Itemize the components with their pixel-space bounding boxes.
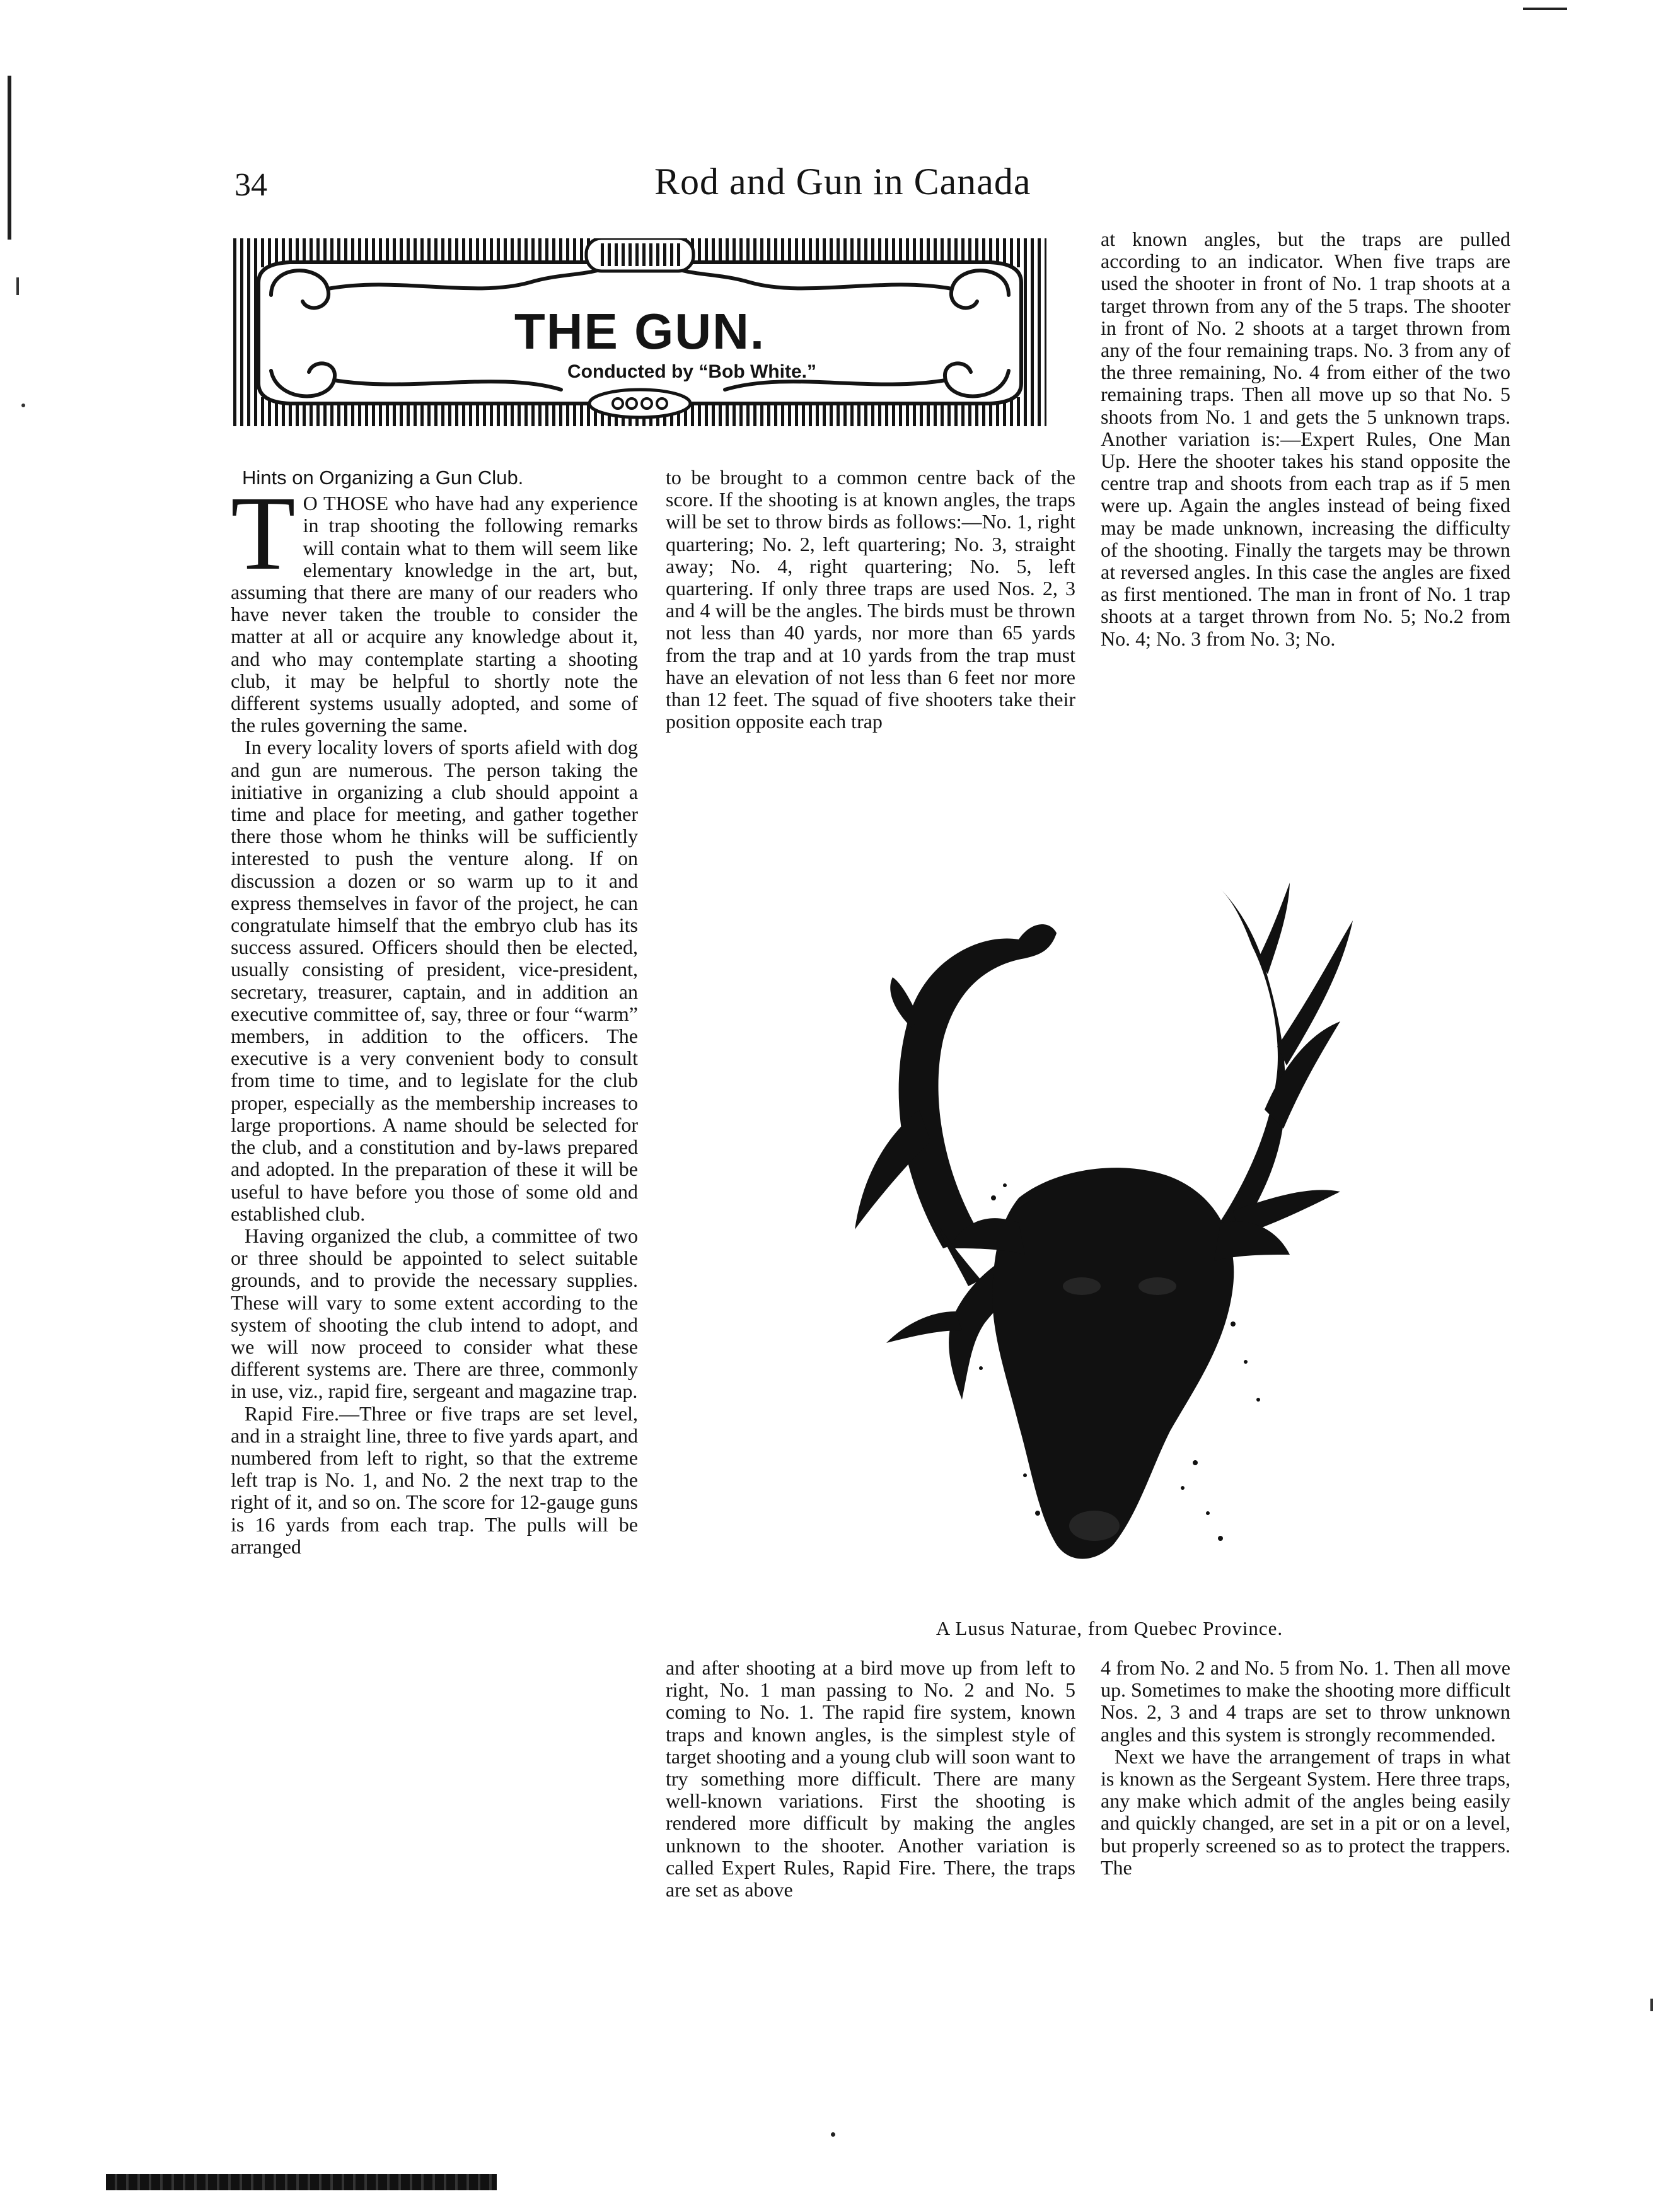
- scan-edge-mark: [831, 2132, 835, 2137]
- scan-edge-mark: [1523, 8, 1567, 10]
- article-column-3: [1101, 228, 1510, 650]
- article-column-2: [666, 467, 1075, 733]
- running-title: Rod and Gun in Canada: [654, 161, 1031, 202]
- section-title: THE GUN.: [514, 303, 766, 359]
- photo-caption: A Lusus Naturae, from Quebec Province.: [936, 1617, 1283, 1639]
- article-heading: Hints on Organizing a Gun Club.: [242, 467, 524, 489]
- paragraph: at known angles, but the traps are pulled according to an indicator. When five traps are used the shooter in front of No. 1 trap shoots at a target thrown from any of the 5 traps. The shooter in front of No. 2 shoots at a target thrown from any of the four remaining traps. No. 3 from any of the three remaining, No. 4 from either of the two remaining traps. Then all move up so that No. 5 shoots from No. 1 and gets the 5 unknown traps. Another variation is:—Expert Rules, One Man Up. Here the shooter takes his stand opposite the centre trap and shoots from each trap as if 5 men were up. Again the angles instead of being fixed may be made unknown, increasing the difficulty of the shooting. Finally the targets may be thrown at reversed angles. In this case the angles are fixed as first mentioned. The man in front of No. 1 trap shoots at a target thrown from No. 5; No.2 from No. 4; No. 3 from No. 3; No.: [1101, 228, 1510, 650]
- scan-edge-mark: [1650, 1999, 1653, 2011]
- scan-edge-mark: [16, 277, 19, 295]
- paragraph: to be brought to a common centre back of the score. If the shooting is at known angles, the traps will be set to throw birds as follows:—No. 1, right quartering; No. 2, left quartering; No. 3, straight away; No. 4, right quartering; No. 5, left quartering. If only three traps are used Nos. 2, 3 and 4 will be the angles. The birds must be thrown not less than 40 yards, nor more than 65 yards from the trap and at 10 yards from the trap must have an elevation of not less than 6 feet nor more than 12 feet. The squad of five shooters take their position opposite each trap: [666, 466, 1075, 733]
- article-column-4: [666, 1657, 1075, 1901]
- paragraph: TO THOSE who have had any experience in trap shooting the following remarks will contain what to them will seem like elementary knowledge in the art, but, assuming that there are many of our readers who have never taken the trouble to consider the matter at all or acquire any knowledge about it, and who may contemplate starting a shooting club, it may be helpful to shortly note the different systems usually adopted, and some of the rules governing the same.: [231, 475, 638, 737]
- paragraph: In every locality lovers of sports afield with dog and gun are numerous. The person taking the initiative in organizing a club should appoint a time and place for meeting, and gather together there those whom he thinks will be sufficiently interested to push the venture along. If on discussion a dozen or so warm up to it and express themselves in favor of the project, he can congratulate himself that the embryo club has its success assured. Officers should then be elected, usually consisting of president, vice-president, secretary, treasurer, captain, and in addition an executive committee of, say, three or four “warm” members, in addition to the officers. The executive is a very convenient body to consult from time to time, and to legislate for the club proper, especially as the membership increases to large proportions. A name should be selected for the club, and a constitution and by-laws prepared and adopted. In the preparation of these it will be useful to have before you those of some old and established club.: [231, 736, 638, 1225]
- paragraph: Next we have the arrangement of traps in what is known as the Sergeant System. Here three traps, any make which admit of the angles being easily and quickly changed, are set in a pit or on a level, but properly screened so as to protect the trappers. The: [1101, 1745, 1510, 1879]
- paragraph: and after shooting at a bird move up from left to right, No. 1 man passing to No. 2 and No. 5 coming to No. 1. The rapid fire system, known traps and known angles, is the simplest style of target shooting and a young club will soon want to try something more difficult. There are many well-known variations. First the shooting is rendered more difficult by making the angles unknown to the shooter. Another variation is called Expert Rules, Rapid Fire. There, the traps are set as above: [666, 1656, 1075, 1902]
- scan-edge-mark: [8, 76, 11, 240]
- deer-head-icon: [754, 845, 1460, 1589]
- page-number: 34: [235, 167, 267, 203]
- scan-edge-mark: [21, 404, 25, 407]
- paragraph: Having organized the club, a committee of two or three should be appointed to select suitable grounds, and to provide the necessary supplies. These will vary to some extent according to the system of shooting the club intend to adopt, and we will now proceed to consider what these different systems are. There are three, commonly in use, viz., rapid fire, sergeant and magazine trap.: [231, 1224, 638, 1403]
- paragraph: 4 from No. 2 and No. 5 from No. 1. Then all move up. Sometimes to make the shooting more difficult Nos. 2, 3 and 4 traps are set to throw unknown angles and this system is strongly recommended.: [1101, 1656, 1510, 1746]
- deer-head-photo: [754, 845, 1460, 1589]
- article-column-1: [231, 467, 638, 1558]
- section-byline: Conducted by “Bob White.”: [567, 361, 816, 382]
- article-column-5: [1101, 1657, 1510, 1879]
- paragraph: Rapid Fire.—Three or five traps are set level, and in a straight line, three to five yards apart, and numbered from left to right, so that the extreme left trap is No. 1, and No. 2 the next trap to the right of it, and so on. The score for 12-gauge guns is 16 yards from each trap. The pulls will be arranged: [231, 1402, 638, 1558]
- section-banner: [233, 238, 1046, 426]
- scan-edge-mark: [106, 2174, 497, 2190]
